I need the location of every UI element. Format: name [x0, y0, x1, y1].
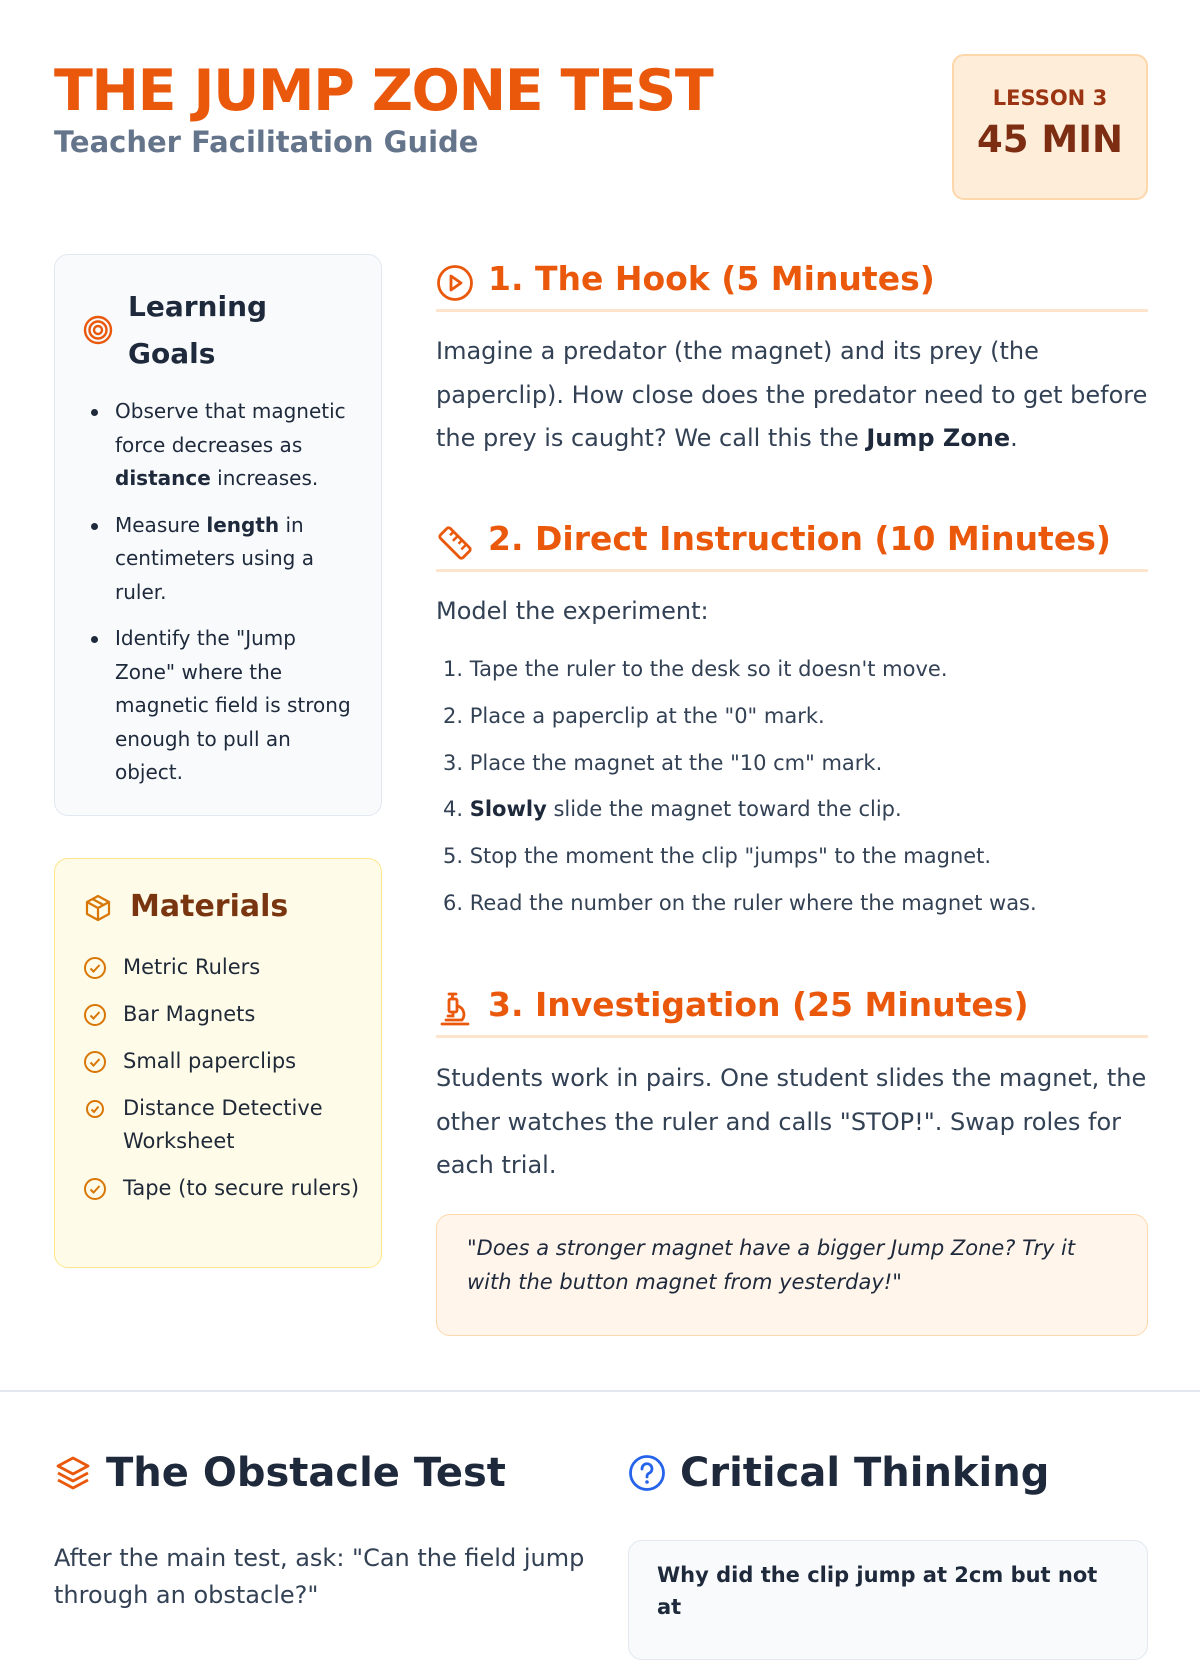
materials-card	[54, 858, 382, 1268]
target-icon	[83, 315, 113, 345]
page-title: THE JUMP ZONE TEST	[54, 58, 713, 124]
lesson-label: LESSON 3	[992, 86, 1108, 110]
check-circle-icon	[83, 956, 107, 980]
hook-text: Imagine a predator (the magnet) and its prey (the paperclip). How close does the predator need to get before the prey is caught? We call this the Jump Zone.	[436, 337, 1148, 452]
check-circle-icon	[83, 1003, 107, 1027]
step-item: 3. Place the magnet at the "10 cm" mark.	[443, 750, 883, 775]
hook-section-header	[436, 256, 1148, 312]
goal-item: Identify the "Jump Zone" where the magnetic field is strong enough to pull an object.	[91, 622, 361, 790]
quote-text: "Does a stronger magnet have a bigger Jump Zone? Try it with the button magnet from yesterday!"	[467, 1236, 1076, 1294]
page-subtitle: Teacher Facilitation Guide	[54, 125, 479, 159]
step-item: 6. Read the number on the ruler where the magnet was.	[443, 890, 1037, 915]
investigation-text: Students work in pairs. One student slides the magnet, the other watches the ruler and calls "STOP!". Swap roles for each trial.	[436, 1064, 1147, 1179]
critical-title: Critical Thinking	[680, 1450, 1050, 1496]
step-item: 1. Tape the ruler to the desk so it doesn't move.	[443, 657, 948, 681]
investigation-quote	[436, 1214, 1148, 1336]
material-item: Small paperclips	[83, 1045, 373, 1078]
obstacle-title: The Obstacle Test	[106, 1450, 506, 1496]
critical-section-header	[628, 1448, 1148, 1500]
step-item: 2. Place a paperclip at the "0" mark.	[443, 703, 825, 728]
goal-item: Measure length in centimeters using a ruler.	[91, 509, 361, 610]
learning-goals-title: Learning Goals	[128, 290, 268, 370]
investigation-section-header	[436, 982, 1148, 1038]
lesson-duration: 45 MIN	[977, 118, 1123, 161]
section-divider	[0, 1390, 1200, 1392]
critical-question-box	[628, 1540, 1148, 1660]
instruction-section-header	[436, 516, 1148, 572]
page-header	[54, 54, 1148, 200]
play-circle-icon	[436, 264, 474, 302]
investigation-title: 3. Investigation (25 Minutes)	[488, 985, 1029, 1024]
instruction-title: 2. Direct Instruction (10 Minutes)	[488, 519, 1111, 558]
lesson-badge	[952, 54, 1148, 200]
step-item: 5. Stop the moment the clip "jumps" to the magnet.	[443, 844, 992, 869]
layers-icon	[54, 1454, 92, 1492]
check-circle-icon	[83, 1050, 107, 1074]
material-item: Bar Magnets	[83, 998, 373, 1031]
material-item: Metric Rulers	[83, 951, 373, 984]
goal-item: Observe that magnetic force decreases as distance increases.	[91, 395, 361, 496]
check-circle-icon	[83, 1177, 107, 1201]
microscope-icon	[436, 990, 474, 1028]
experiment-steps	[443, 654, 1143, 935]
instruction-intro: Model the experiment:	[436, 597, 709, 625]
check-circle-icon	[83, 1097, 107, 1121]
ruler-icon	[436, 524, 474, 562]
question-circle-icon	[628, 1454, 666, 1492]
critical-question: Why did the clip jump at 2cm but not at	[657, 1563, 1098, 1619]
materials-title: Materials	[130, 889, 289, 924]
material-item: Tape (to secure rulers)	[83, 1172, 373, 1205]
hook-title: 1. The Hook (5 Minutes)	[488, 259, 935, 298]
learning-goals-card	[54, 254, 382, 816]
box-icon	[83, 893, 113, 923]
step-item: 4. Slowly slide the magnet toward the clip.	[443, 797, 902, 822]
obstacle-text: After the main test, ask: "Can the field jump through an obstacle?"	[54, 1544, 585, 1609]
obstacle-section-header	[54, 1448, 594, 1500]
materials-list	[83, 951, 373, 1219]
material-item: Distance Detective Worksheet	[83, 1092, 373, 1158]
learning-goals-list	[91, 395, 361, 803]
